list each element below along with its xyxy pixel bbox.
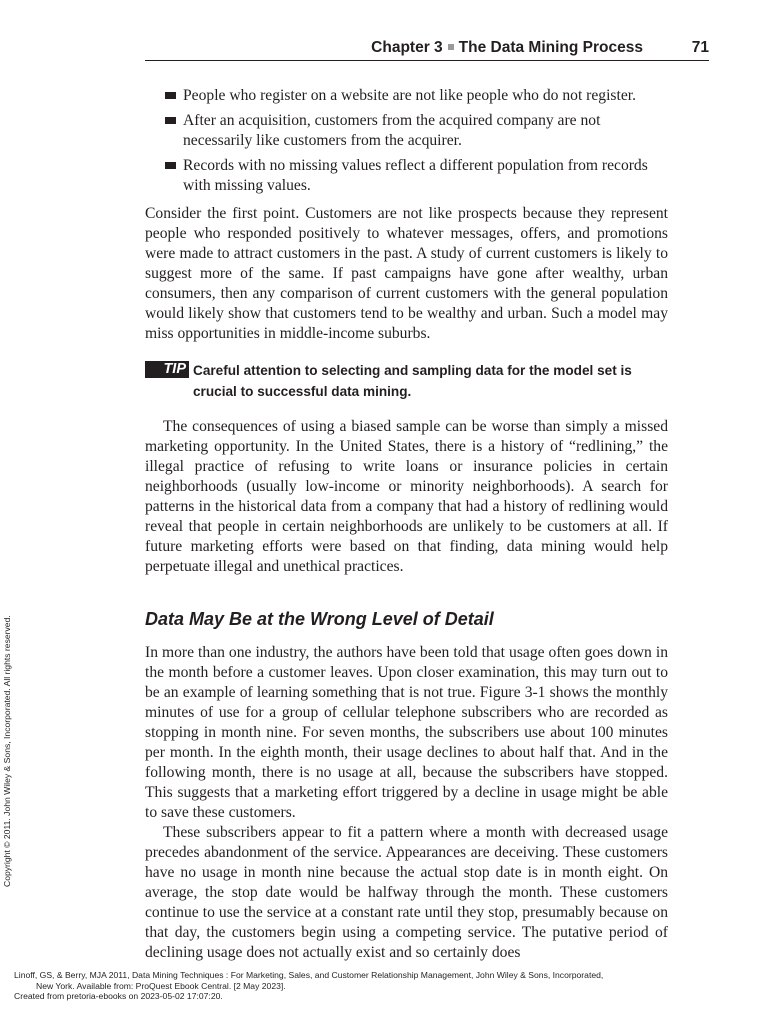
bullet-text: After an acquisition, customers from the acquired company are not necessarily like customers from the acquirer. [183, 112, 601, 149]
square-bullet-icon [165, 162, 176, 169]
bullet-list [145, 86, 668, 196]
page-body [145, 86, 668, 963]
chapter-title [371, 39, 643, 57]
body-paragraph: Consider the first point. Customers are not like prospects because they represent people who responded positively to whatever messages, offers, and promotions were made to attract customers in the past. A study of current customers is likely to suggest more of the same. If past campaigns have gone after wealthy, urban consumers, then any comparison of current customers with the general population would likely show that customers tend to be wealthy and urban. Such a model may miss opportunities in middle-income suburbs. [145, 205, 668, 342]
citation-line: Linoff, GS, & Berry, MJA 2011, Data Mining Techniques : For Marketing, Sales, and Customer Relationship Management, John Wiley & Sons, Incorporated, [14, 970, 604, 980]
citation-line: New York. Available from: ProQuest Ebook Central. [2 May 2023]. [36, 980, 286, 991]
chapter-name: The Data Mining Process [458, 39, 643, 56]
body-paragraph: In more than one industry, the authors have been told that usage often goes down in the month before a customer leaves. Upon closer examination, this may turn out to be an example of learning something that is not true. Figure 3-1 shows the monthly minutes of use for a group of cellular telephone subscribers who are recorded as stopping in month nine. For seven months, the subscribers use about 100 minutes per month. In the eighth month, their usage declines to about half that. And in the following month, there is no usage at all, because the subscribers have stopped. This suggests that a marketing effort triggered by a decline in usage might be able to save these customers. [145, 644, 668, 821]
tip-box [145, 360, 668, 402]
header-separator-icon [448, 44, 454, 50]
section-heading: Data May Be at the Wrong Level of Detail [145, 609, 494, 629]
bullet-text: Records with no missing values reflect a different population from records with missing values. [183, 157, 648, 194]
square-bullet-icon [165, 117, 176, 124]
bullet-text: People who register on a website are not like people who do not register. [183, 87, 636, 104]
bullet-item [165, 111, 668, 151]
body-paragraph: The consequences of using a biased sample can be worse than simply a missed marketing opportunity. In the United States, there is a history of “redlining,” the illegal practice of refusing to write loans or insurance policies in certain neighborhoods (usually low-income or minority neighborhoods). A search for patterns in the historical data from a company that had a history of redlining would reveal that people in certain neighborhoods are unlikely to be customers at all. If future marketing efforts were based on that finding, data mining would help perpetuate illegal and unethical practices. [145, 418, 668, 575]
bullet-item [165, 86, 668, 106]
square-bullet-icon [165, 92, 176, 99]
citation-footer [14, 970, 754, 1002]
copyright-notice: Copyright © 2011. John Wiley & Sons, Incorporated. All rights reserved. [2, 615, 12, 887]
running-header [145, 38, 709, 61]
tip-badge: TIP [145, 361, 189, 378]
tip-text: Careful attention to selecting and sampling data for the model set is crucial to successful data mining. [193, 363, 632, 399]
page-number: 71 [691, 39, 709, 56]
body-paragraph: These subscribers appear to fit a pattern where a month with decreased usage precedes abandonment of the service. Appearances are deceiving. These customers have no usage in month nine because the actual stop date is in month eight. On average, the stop date would be halfway through the month. These customers continue to use the service at a constant rate until they stop, presumably because on that day, the customers begin using a competing service. The putative period of declining usage does not actually exist and so certainly does [145, 824, 668, 961]
bullet-item [165, 156, 668, 196]
citation-line: Created from pretoria-ebooks on 2023-05-02 17:07:20. [14, 991, 223, 1001]
chapter-label: Chapter 3 [371, 39, 443, 56]
